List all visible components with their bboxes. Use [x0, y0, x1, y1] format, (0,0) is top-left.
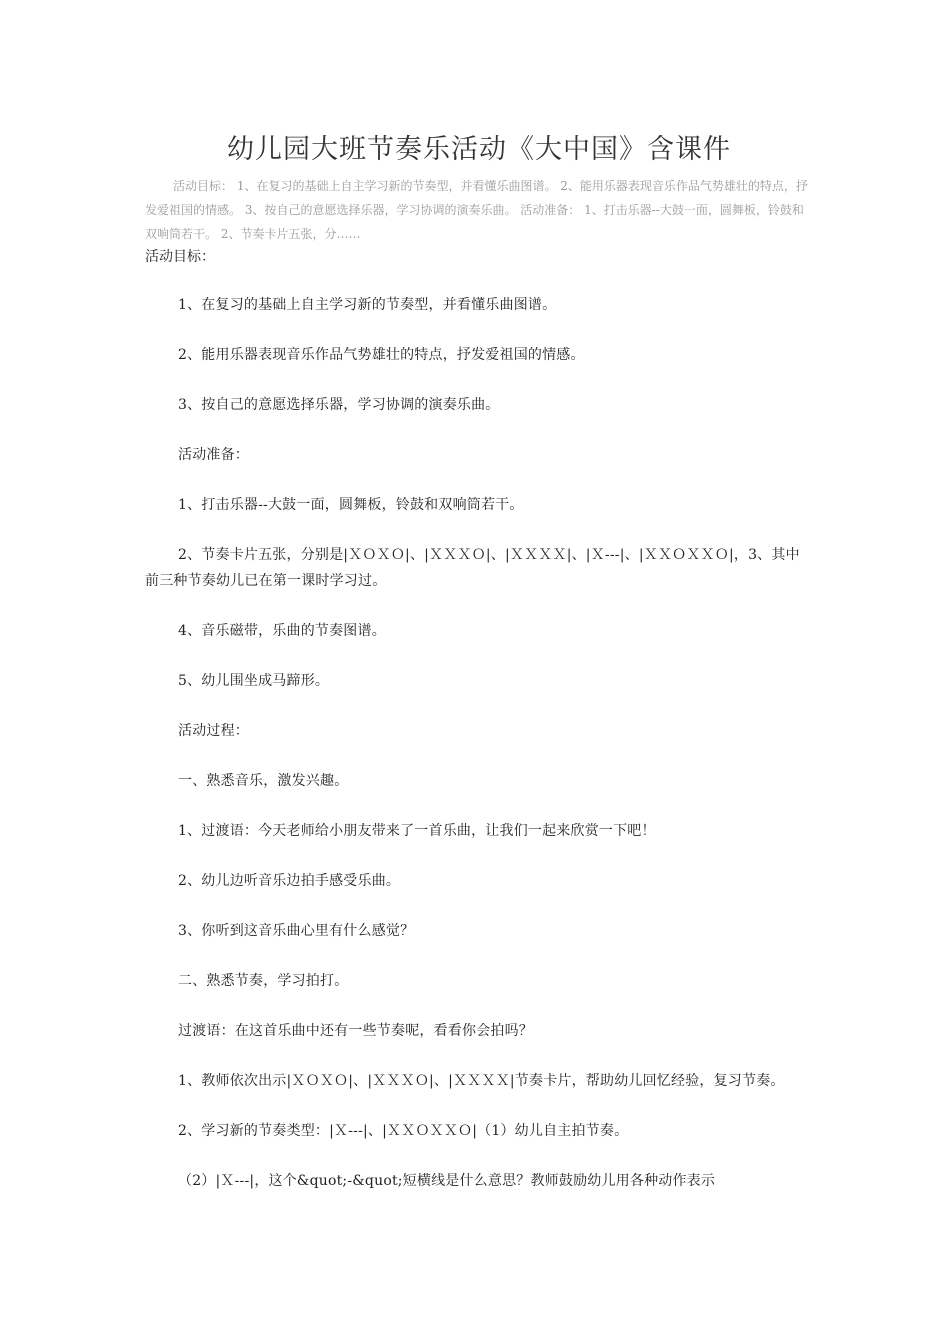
paragraph: 3、按自己的意愿选择乐器，学习协调的演奏乐曲。 — [178, 397, 500, 413]
paragraph: （2）|Ｘ---|，这个&quot;-&quot;短横线是什么意思？教师鼓励幼儿用各种动作表示 — [178, 1173, 716, 1189]
paragraph: 2、节奏卡片五张，分别是|ＸＯＸＯ|、|ＸＸＸＯ|、|ＸＸＸＸ|、|Ｘ---|、|ＸＸＯＸＸＯ|，3、其中前三种节奏幼儿已在第一课时学习过。 — [145, 547, 800, 589]
paragraph: 5、幼儿围坐成马蹄形。 — [178, 673, 330, 689]
paragraph: 4、音乐磁带，乐曲的节奏图谱。 — [178, 623, 386, 639]
paragraph: 活动过程： — [178, 723, 249, 739]
paragraph: 1、在复习的基础上自主学习新的节奏型，并看懂乐曲图谱。 — [178, 297, 557, 313]
paragraph: 过渡语：在这首乐曲中还有一些节奏呢，看看你会拍吗？ — [178, 1023, 533, 1039]
document-title: 幼儿园大班节奏乐活动《大中国》含课件 — [227, 134, 731, 165]
paragraph: 二、熟悉节奏，学习拍打。 — [178, 973, 349, 989]
paragraph: 2、能用乐器表现音乐作品气势雄壮的特点，抒发爱祖国的情感。 — [178, 347, 585, 363]
document-summary: 活动目标： 1、在复习的基础上自主学习新的节奏型，并看懂乐曲图谱。 2、能用乐器表现音乐作品气势雄壮的特点，抒发爱祖国的情感。 3、按自己的意愿选择乐器，学习协调的演奏乐曲。 活动准备： 1、打击乐器--大鼓一面，圆舞板，铃鼓和双响筒若干。 2、节奏卡片五张，分…… — [145, 179, 808, 241]
paragraph: 1、打击乐器--大鼓一面，圆舞板，铃鼓和双响筒若干。 — [178, 497, 524, 513]
paragraph: 2、幼儿边听音乐边拍手感受乐曲。 — [178, 873, 401, 889]
paragraph: 3、你听到这音乐曲心里有什么感觉？ — [178, 923, 415, 939]
document-page — [145, 130, 813, 1194]
paragraph: 活动准备： — [178, 447, 249, 463]
section-heading: 活动目标： — [145, 249, 215, 265]
paragraph: 1、过渡语：今天老师给小朋友带来了一首乐曲，让我们一起来欣赏一下吧！ — [178, 823, 656, 839]
paragraph: 2、学习新的节奏类型：|Ｘ---|、|ＸＸＯＸＸＯ|（1）幼儿自主拍节奏。 — [178, 1123, 629, 1139]
paragraph: 1、教师依次出示|ＸＯＸＯ|、|ＸＸＸＯ|、|ＸＸＸＸ|节奏卡片，帮助幼儿回忆经验，复习节奏。 — [178, 1073, 785, 1089]
paragraph: 一、熟悉音乐，激发兴趣。 — [178, 773, 349, 789]
